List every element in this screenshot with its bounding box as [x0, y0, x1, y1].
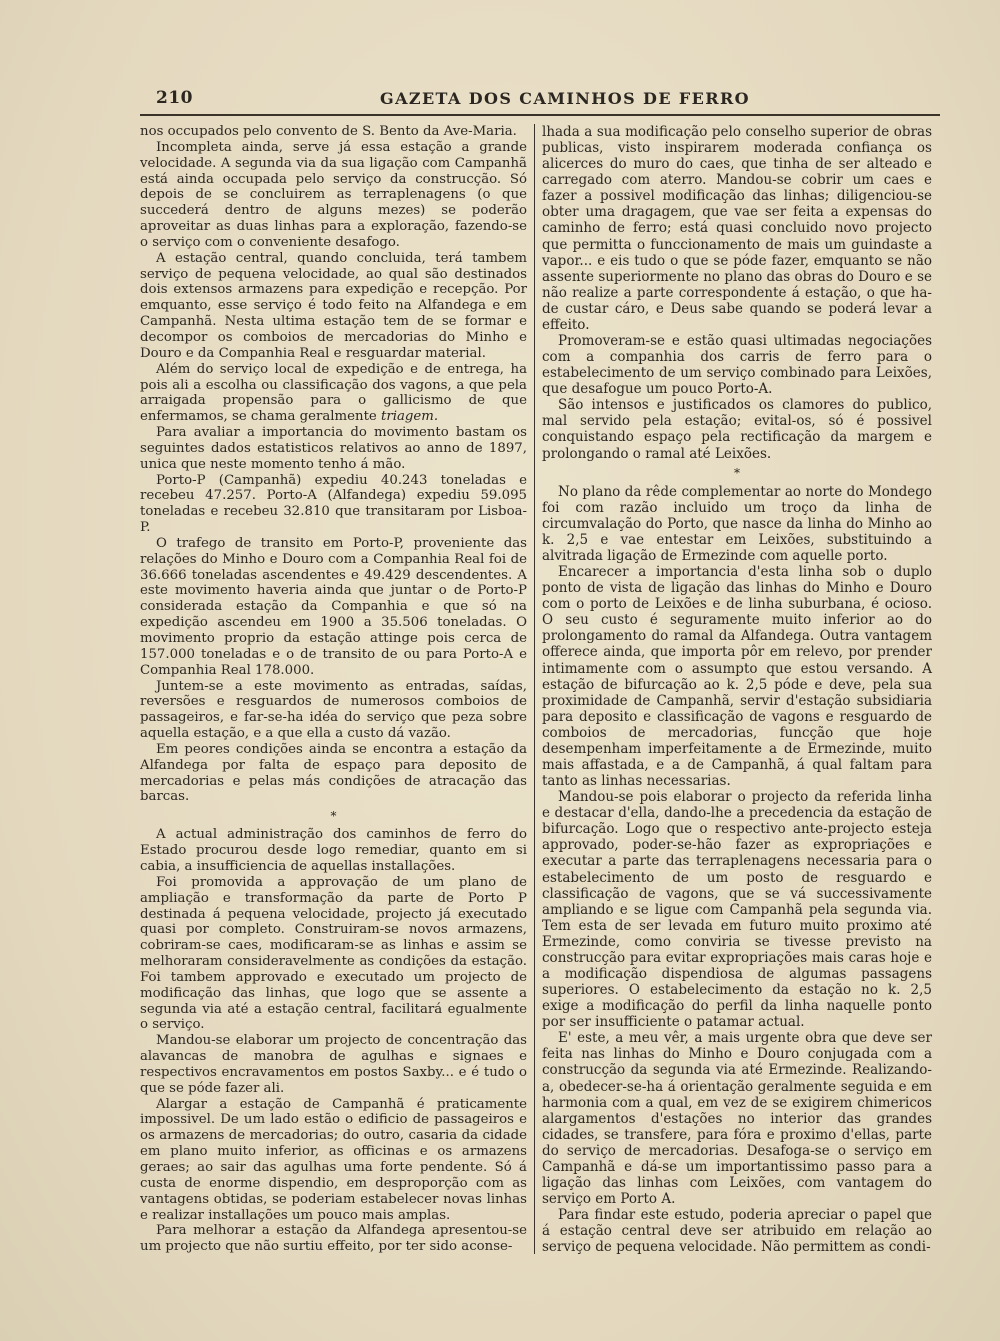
- section-break: *: [734, 465, 740, 480]
- paragraph-continuation: nos occupados pelo convento de S. Bento da Ave-Maria.: [140, 124, 517, 139]
- right-column: [542, 124, 932, 1255]
- paragraph: Alargar a estação de Campanhã é praticamente impossivel. De um lado estão o edificio de passageiros e os armazens de mercadorias; do outro, casaria da cidade em plano muito inferior, as officinas e os armazens geraes; ao sair das agulhas uma forte pendente. Só á custa de enorme dispendio, em desproporção com as vantagens obtidas, se poderiam estabelecer novas linhas e realizar installações um pouco mais amplas.: [140, 1096, 527, 1223]
- page-number: 210: [156, 88, 193, 108]
- paragraph: Incompleta ainda, serve já essa estação a grande velocidade. A segunda via da sua ligação com Campanhã está ainda occupada pelo serviço da construcção. Só depois de se concluirem as terraplenagens (o que succederá dentro de alguns mezes) se poderão aproveitar as duas linhas para a exploração, fazendo-se o serviço com o conveniente desafogo.: [140, 139, 527, 250]
- paragraph: Encarecer a importancia d'esta linha sob o duplo ponto de vista de ligação das linhas do Minho e Douro com o porto de Leixões e de linha suburbana, é ocioso. O seu custo é seguramente muito inferior ao do prolongamento do ramal da Alfandega. Outra vantagem offerece ainda, que importa pôr em relevo, por prender intimamente com o assumpto que estou versando. A estação de bifurcação ao k. 2,5 póde e deve, pela sua proximidade de Campanhã, servir d'estação subsidiaria para deposito e classificação de vagons e resguardo de comboios de mercadorias, funcção que hoje desempenham imperfeitamente a de Ermezinde, muito mais affastada, e a de Campanhã, á qual faltam para tanto as linhas necessarias.: [542, 564, 932, 790]
- header-rule: [140, 114, 940, 116]
- paragraph: Mandou-se pois elaborar o projecto da referida linha e destacar d'ella, dando-lhe a precedencia da estação de bifurcação. Logo que o respectivo ante-projecto esteja approvado, poder-se-hão fazer as expropriações e executar a parte das terraplenagens necessaria para o estabelecimento de um posto de resguardo e classificação de vagons, que se vá successivamente ampliando e se ligue com Campanhã pela segunda via. Tem esta de ser levada em futuro muito proximo até Ermezinde, como conviria se tivesse previsto na construcção para evitar expropriações mais caras hoje e a modificação dispendiosa de algumas passagens superiores. O estabelecimento da estação no k. 2,5 exige a modificação do perfil da linha naquelle ponto por ser insufficiente o patamar actual.: [542, 789, 932, 1031]
- paragraph: Para melhorar a estação da Alfandega apresentou-se um projecto que não surtiu effeito, por ter sido aconse-: [140, 1223, 527, 1255]
- paragraph: No plano da rêde complementar ao norte do Mondego foi com razão incluido um troço da linha de circumvalação do Porto, que nasce da linha do Minho ao k. 2,5 e vae entestar em Leixões, substituindo a alvitrada ligação de Ermezinde com aquelle porto.: [542, 483, 932, 564]
- paragraph: Para avaliar a importancia do movimento bastam os seguintes dados estatisticos relativos ao anno de 1897, unica que neste momento tenho á mão.: [140, 425, 527, 472]
- paragraph: São intensos e justificados os clamores do publico, mal servido pela estação; evital-os, só é possivel conquistando espaço pela rectificação da margem e prolongando o ramal até Leixões.: [542, 397, 932, 462]
- paragraph: Para findar este estudo, poderia apreciar o papel que á estação central deve ser atribuido em relação ao serviço de pequena velocidade. Não permittem as condi-: [542, 1207, 932, 1256]
- section-break: *: [330, 809, 337, 824]
- running-title: GAZETA DOS CAMINHOS DE FERRO: [380, 89, 750, 108]
- page-header: [140, 88, 940, 112]
- paragraph: Promoveram-se e estão quasi ultimadas negociações com a companhia dos carris de ferro para o estabelecimento de um serviço combinado para Leixões, que desafogue um pouco Porto-A.: [542, 333, 932, 398]
- paragraph: Mandou-se elaborar um projecto de concentração das alavancas de manobra de agulhas e signaes e respectivos encravamentos em postos Saxby... e é tudo o que se póde fazer ali.: [140, 1033, 527, 1096]
- column-divider: [534, 124, 535, 1254]
- paragraph-continuation: lhada a sua modificação pelo conselho superior de obras publicas, visto inspirarem moderada confiança os alicerces do muro do caes, que tinha de ser alteado e carregado com aterro. Mandou-se cobrir um caes e fazer a possivel modificação das linhas; diligenciou-se obter uma dragagem, que vae ser feita a expensas do caminho de ferro; está quasi concluido novo projecto que permitta o funccionamento de mais um guindaste a vapor... e eis tudo o que se póde fazer, emquanto se não assente superiormente no plano das obras do Douro e se não realize a parte correspondente á estação, o que ha-de custar cáro, e Deus sabe quando se poderá levar a effeito.: [542, 124, 932, 333]
- paragraph: Porto-P (Campanhã) expediu 40.243 toneladas e recebeu 47.257. Porto-A (Alfandega) expediu 59.095 toneladas e recebeu 32.810 que transitaram por Lisboa-P.: [140, 472, 527, 536]
- left-column: [140, 124, 527, 1255]
- paragraph: A estação central, quando concluida, terá tambem serviço de pequena velocidade, ao qual são destinados dois extensos armazens para expedição e recepção. Por emquanto, esse serviço é todo feito na Alfandega e em Campanhã. Nesta ultima estação tem de se formar e decompor os comboios de mercadorias do Minho e Douro e da Companhia Real e resguardar material.: [140, 250, 527, 361]
- paragraph: Em peores condições ainda se encontra a estação da Alfandega por falta de espaço para deposito de mercadorias e pelas más condições de atracação das barcas.: [140, 741, 527, 805]
- paragraph: A actual administração dos caminhos de ferro do Estado procurou desde logo remediar, quanto em si cabia, a insufficiencia de aquellas installações.: [140, 827, 527, 874]
- paragraph: E' este, a meu vêr, a mais urgente obra que deve ser feita nas linhas do Minho e Douro conjugada com a construcção da segunda via até Ermezinde. Realizando-a, obedecer-se-ha á orientação geralmente seguida e em harmonia com a qual, em vez de se exigirem chimericos alargamentos d'estações no interior das grandes cidades, se transfere, para fóra e proximo d'ellas, parte do serviço de mercadorias. Desafoga-se o serviço em Campanhã e dá-se um importantissimo passo para a ligação das linhas com Leixões, com vantagem do serviço em Porto A.: [542, 1030, 932, 1208]
- paragraph: Juntem-se a este movimento as entradas, saídas, reversões e resguardos de numerosos comboios de passageiros, e far-se-ha idéa do serviço que peza sobre aquella estação, e a que ella a custo dá vazão.: [140, 678, 527, 742]
- paragraph: Além do serviço local de expedição e de entrega, ha pois ali a escolha ou classificação dos vagons, a que pela arraigada propensão para o gallicismo de que enfermamos, se chama geralmente triagem.: [140, 361, 527, 425]
- paragraph: Foi promovida a approvação de um plano de ampliação e transformação da parte de Porto P destinada á pequena velocidade, projecto já executado quasi por completo. Construiram-se novos armazens, cobriram-se caes, modificaram-se as linhas e assim se melhoraram consideravelmente as condições da estação. Foi tambem approvado e executado um projecto de modificação das linhas, que logo que se assente a segunda via até a estação central, facilitará egualmente o serviço.: [140, 874, 527, 1033]
- paragraph: O trafego de transito em Porto-P, proveniente das relações do Minho e Douro com a Companhia Real foi de 36.666 toneladas ascendentes e 49.429 descendentes. A este movimento haveria ainda que juntar o de Porto-P considerada estação da Companhia e que só na expedição ascendeu em 1900 a 35.506 toneladas. O movimento proprio da estação attinge pois cerca de 157.000 toneladas e o de transito de ou para Porto-A e Companhia Real 178.000.: [140, 535, 527, 678]
